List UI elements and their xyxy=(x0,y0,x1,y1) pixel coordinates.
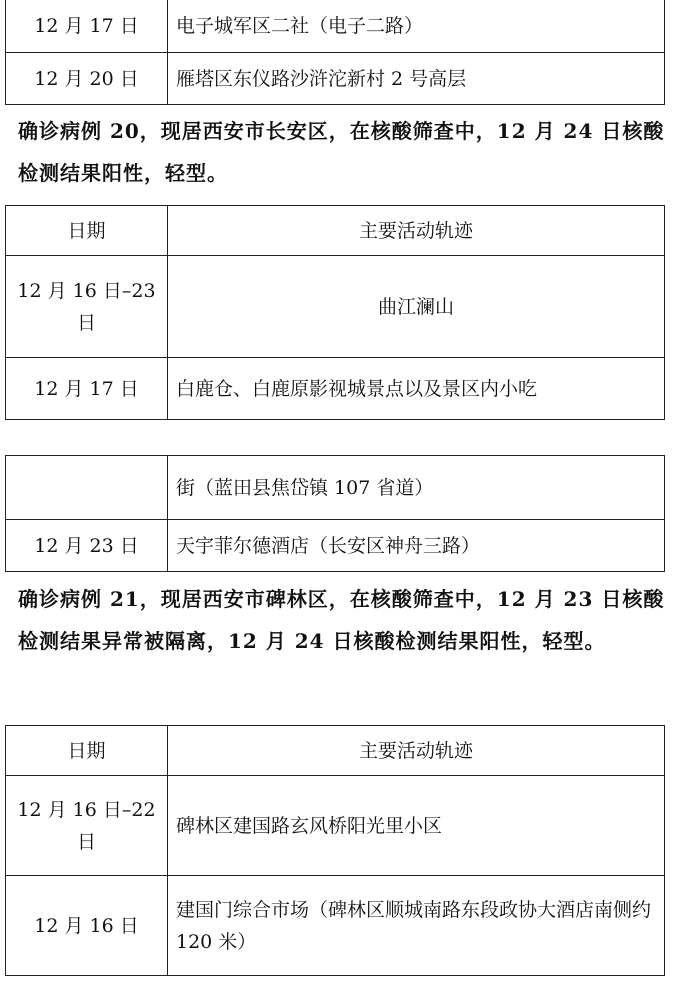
date-cell: 12 月 20 日 xyxy=(6,53,168,105)
date-cell: 12 月 23 日 xyxy=(6,520,168,572)
case-20-trace-table xyxy=(5,205,665,420)
table-row xyxy=(6,776,665,876)
table-header-row xyxy=(6,726,665,776)
table-row xyxy=(6,256,665,358)
date-cell xyxy=(6,456,168,520)
header-trace: 主要活动轨迹 xyxy=(168,726,665,776)
header-date: 日期 xyxy=(6,726,168,776)
trace-cell: 建国门综合市场（碑林区顺城南路东段政协大酒店南侧约 120 米） xyxy=(168,876,665,976)
trace-cell: 白鹿仓、白鹿原影视城景点以及景区内小吃 xyxy=(168,358,665,420)
header-trace: 主要活动轨迹 xyxy=(168,206,665,256)
table-row xyxy=(6,456,665,520)
case-20-description: 确诊病例 20，现居西安市长安区，在核酸筛查中，12 月 24 日核酸检测结果阳性，轻型。 xyxy=(18,119,665,185)
trace-cell: 碑林区建国路玄风桥阳光里小区 xyxy=(168,776,665,876)
case-21-description: 确诊病例 21，现居西安市碑林区，在核酸筛查中，12 月 23 日核酸检测结果异常被隔离，12 月 24 日核酸检测结果阳性，轻型。 xyxy=(18,587,665,653)
date-cell: 12 月 16 日–23 日 xyxy=(6,256,168,358)
trace-cell: 曲江澜山 xyxy=(168,256,665,358)
table-row xyxy=(6,876,665,976)
case-21-trace-table xyxy=(5,725,665,976)
date-cell: 12 月 17 日 xyxy=(6,358,168,420)
table-row xyxy=(6,358,665,420)
trace-cell: 街（蓝田县焦岱镇 107 省道） xyxy=(168,456,665,520)
trace-cell: 雁塔区东仪路沙浒沱新村 2 号高层 xyxy=(168,53,665,105)
header-date: 日期 xyxy=(6,206,168,256)
top-trace-table xyxy=(5,0,665,105)
table-row xyxy=(6,520,665,572)
trace-cell: 电子城军区二社（电子二路） xyxy=(168,0,665,53)
table-header-row xyxy=(6,206,665,256)
date-cell: 12 月 17 日 xyxy=(6,0,168,53)
date-cell: 12 月 16 日–22 日 xyxy=(6,776,168,876)
case-20-trace-table-continued xyxy=(5,455,665,572)
date-cell: 12 月 16 日 xyxy=(6,876,168,976)
trace-cell: 天宇菲尔德酒店（长安区神舟三路） xyxy=(168,520,665,572)
table-row xyxy=(6,0,665,53)
table-row xyxy=(6,53,665,105)
